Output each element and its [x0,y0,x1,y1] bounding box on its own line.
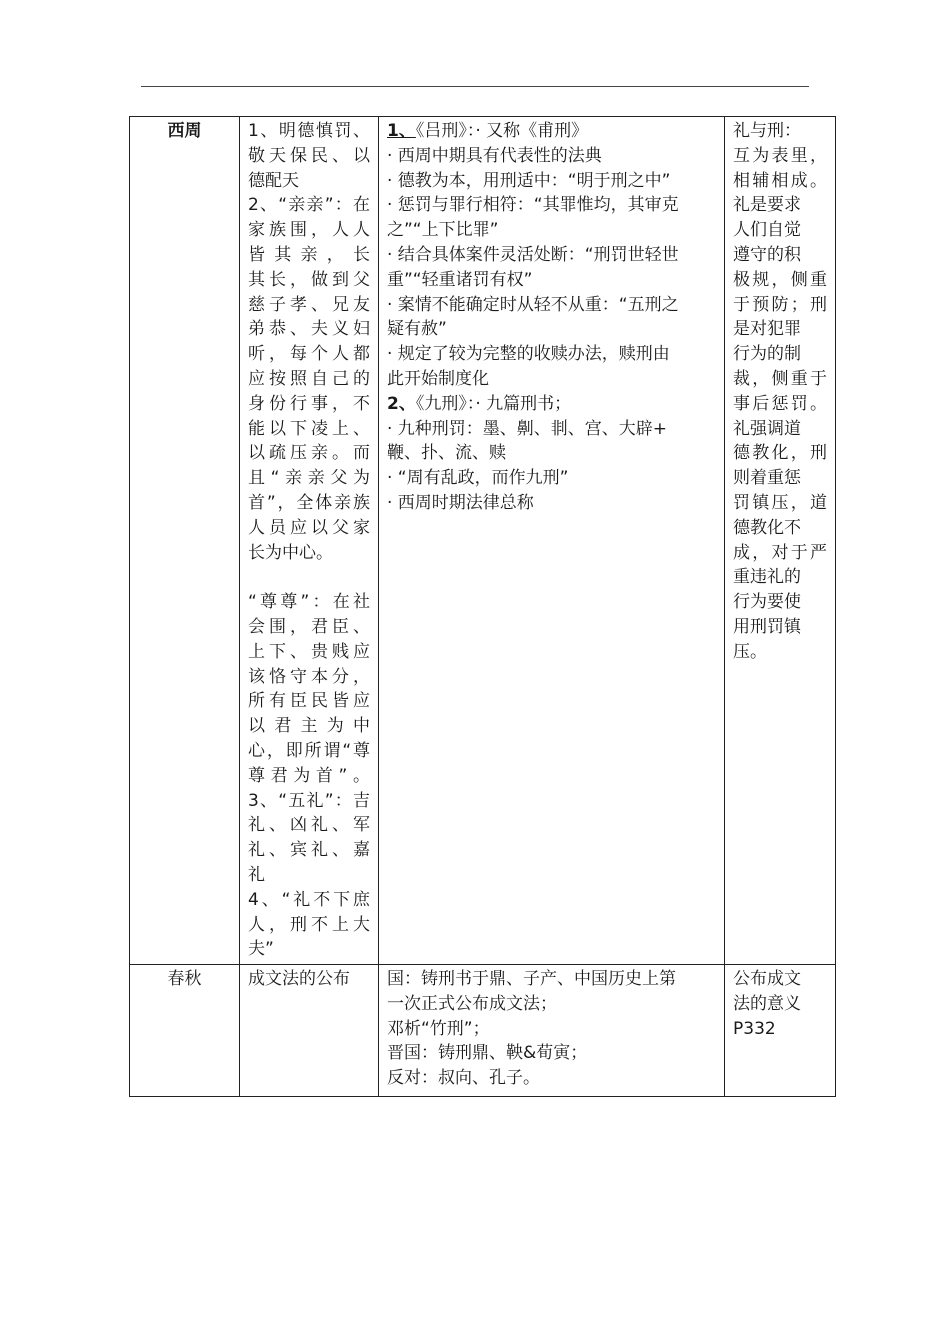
history-law-table [129,116,836,1097]
heading-text: 《吕刑》：· 又称《甫刑》 [415,121,589,141]
text-line: 重违礼的 [733,567,801,588]
text-line: 以君主为中 [248,716,370,737]
laws-text [387,967,716,1091]
relation-cell [725,965,836,1097]
text-line: 晋国：铸刑鼎、鞅&荀寅； [387,1043,588,1064]
table-row-xizhou [130,117,836,965]
text-line: 成文法的公布 [248,969,350,990]
relation-text [733,967,827,1041]
text-line: 用刑罚镇 [733,616,801,637]
text-line: 罚镇压，道 [733,492,827,513]
period-cell: 西周 [130,117,240,965]
text-line: 人员应以父家 [248,517,370,538]
relation-text [733,119,827,665]
principles-cell [240,117,379,965]
text-line: 2、“亲亲”：在 [248,195,370,216]
text-line: 礼、凶礼、军 [248,815,370,836]
text-line: 邓析“竹刑”； [387,1018,490,1039]
text-line: 礼、宾礼、嘉 [248,840,370,861]
text-line: 礼 [248,864,265,885]
text-line: 该恪守本分， [248,666,370,687]
text-line: 人，刑不上大 [248,914,370,935]
text-line: 德教化不 [733,517,801,538]
law-heading-lvxing [387,119,716,144]
text-line: 弟恭、夫义妇 [248,319,370,340]
text-line: 听，每个人都 [248,344,370,365]
principles-text [248,967,370,992]
text-line: 礼强调道 [733,418,801,439]
text-line: · 规定了较为完整的收赎办法，赎刑由 [387,344,670,365]
text-line: 身份行事，不 [248,393,370,414]
period-cell: 春秋 [130,965,240,1097]
text-line: 于预防；刑 [733,294,827,315]
text-line: 慈子孝、兄友 [248,294,370,315]
text-line: 是对犯罪 [733,319,801,340]
text-line: 首”，全体亲族 [248,492,370,513]
principles-text-a [248,119,370,565]
text-line: 敬天保民、以 [248,145,370,166]
lvxing-points [387,144,716,392]
text-line: 应按照自己的 [248,368,370,389]
text-line: 国：铸刑书于鼎、子产、中国历史上第 [387,969,676,990]
text-line: 极规，侧重 [733,269,827,290]
text-line: 反对：叔向、孔子。 [387,1068,540,1089]
text-line: 礼是要求 [733,195,801,216]
law-heading-jiuxing [387,392,716,417]
text-line: 礼与刑： [733,121,801,141]
text-line: 此开始制度化 [387,368,489,389]
text-line: 互为表里， [733,145,827,166]
text-line: 所有臣民皆应 [248,691,370,712]
text-line: 会围，君臣、 [248,616,370,637]
header-rule [141,86,809,87]
text-line: 遵守的积 [733,244,801,265]
principles-cell [240,965,379,1097]
text-line: 长为中心。 [248,542,333,563]
text-line: 3、“五礼”：吉 [248,790,370,811]
heading-number: 1、 [387,121,416,141]
text-line: · 案情不能确定时从轻不从重：“五刑之 [387,294,679,315]
text-line: 其长，做到父 [248,269,370,290]
text-line: 1、明德慎罚、 [248,121,370,141]
text-line: 德配天 [248,170,299,191]
text-line: 一次正式公布成文法； [387,993,557,1014]
text-line: 行为的制 [733,344,801,365]
text-line: · 西周中期具有代表性的法典 [387,145,602,166]
text-line: 皆其亲，长 [248,244,370,265]
text-line: 德教化，刑 [733,443,827,464]
text-line: 尊君为首”。 [248,765,370,786]
text-line: 能以下凌上、 [248,418,370,439]
text-line: 夫” [248,939,274,960]
text-line: 成，对于严 [733,542,827,563]
text-line: 以疏压亲。而 [248,443,370,464]
text-line: · 西周时期法律总称 [387,492,534,513]
text-line: 相辅相成。 [733,170,827,191]
paragraph-gap [248,565,370,590]
text-line: · “周有乱政，而作九刑” [387,468,569,489]
text-line: P332 [733,1018,776,1039]
text-line: 疑有赦” [387,319,447,340]
relation-cell [725,117,836,965]
principles-text-b [248,590,370,962]
text-line: 且“亲亲父为 [248,468,370,489]
text-line: 人们自觉 [733,220,801,241]
heading-number: 2、 [387,393,416,414]
text-line: 家族围，人人 [248,220,370,241]
text-line: 上下、贵贱应 [248,641,370,662]
text-line: 重”“轻重诸罚有权” [387,269,533,290]
text-line: 鞭、扑、流、赎 [387,443,506,464]
text-line: · 惩罚与罪行相符：“其罪惟均，其审克 [387,195,679,216]
text-line: 事后惩罚。 [733,393,827,414]
heading-text: 《九刑》：· 九篇刑书； [415,393,572,414]
text-line: · 德教为本，用刑适中：“明于刑之中” [387,170,671,191]
text-line: 之”“上下比罪” [387,220,499,241]
text-line: · 结合具体案件灵活处断：“刑罚世轻世 [387,244,679,265]
laws-cell [379,965,725,1097]
laws-cell [379,117,725,965]
text-line: 行为要使 [733,592,801,613]
text-line: 裁，侧重于 [733,368,827,389]
text-line: 公布成文 [733,969,801,990]
text-line: 4、“礼不下庶 [248,889,370,910]
text-line: · 九种刑罚：墨、劓、剕、宫、大辟+ [387,418,668,439]
text-line: 压。 [733,641,767,662]
jiuxing-points [387,417,716,516]
text-line: 心，即所谓“尊 [248,740,370,761]
table-row-chunqiu [130,965,836,1097]
text-line: 则着重惩 [733,468,801,489]
text-line: “尊尊”：在社 [248,592,370,613]
text-line: 法的意义 [733,993,801,1014]
